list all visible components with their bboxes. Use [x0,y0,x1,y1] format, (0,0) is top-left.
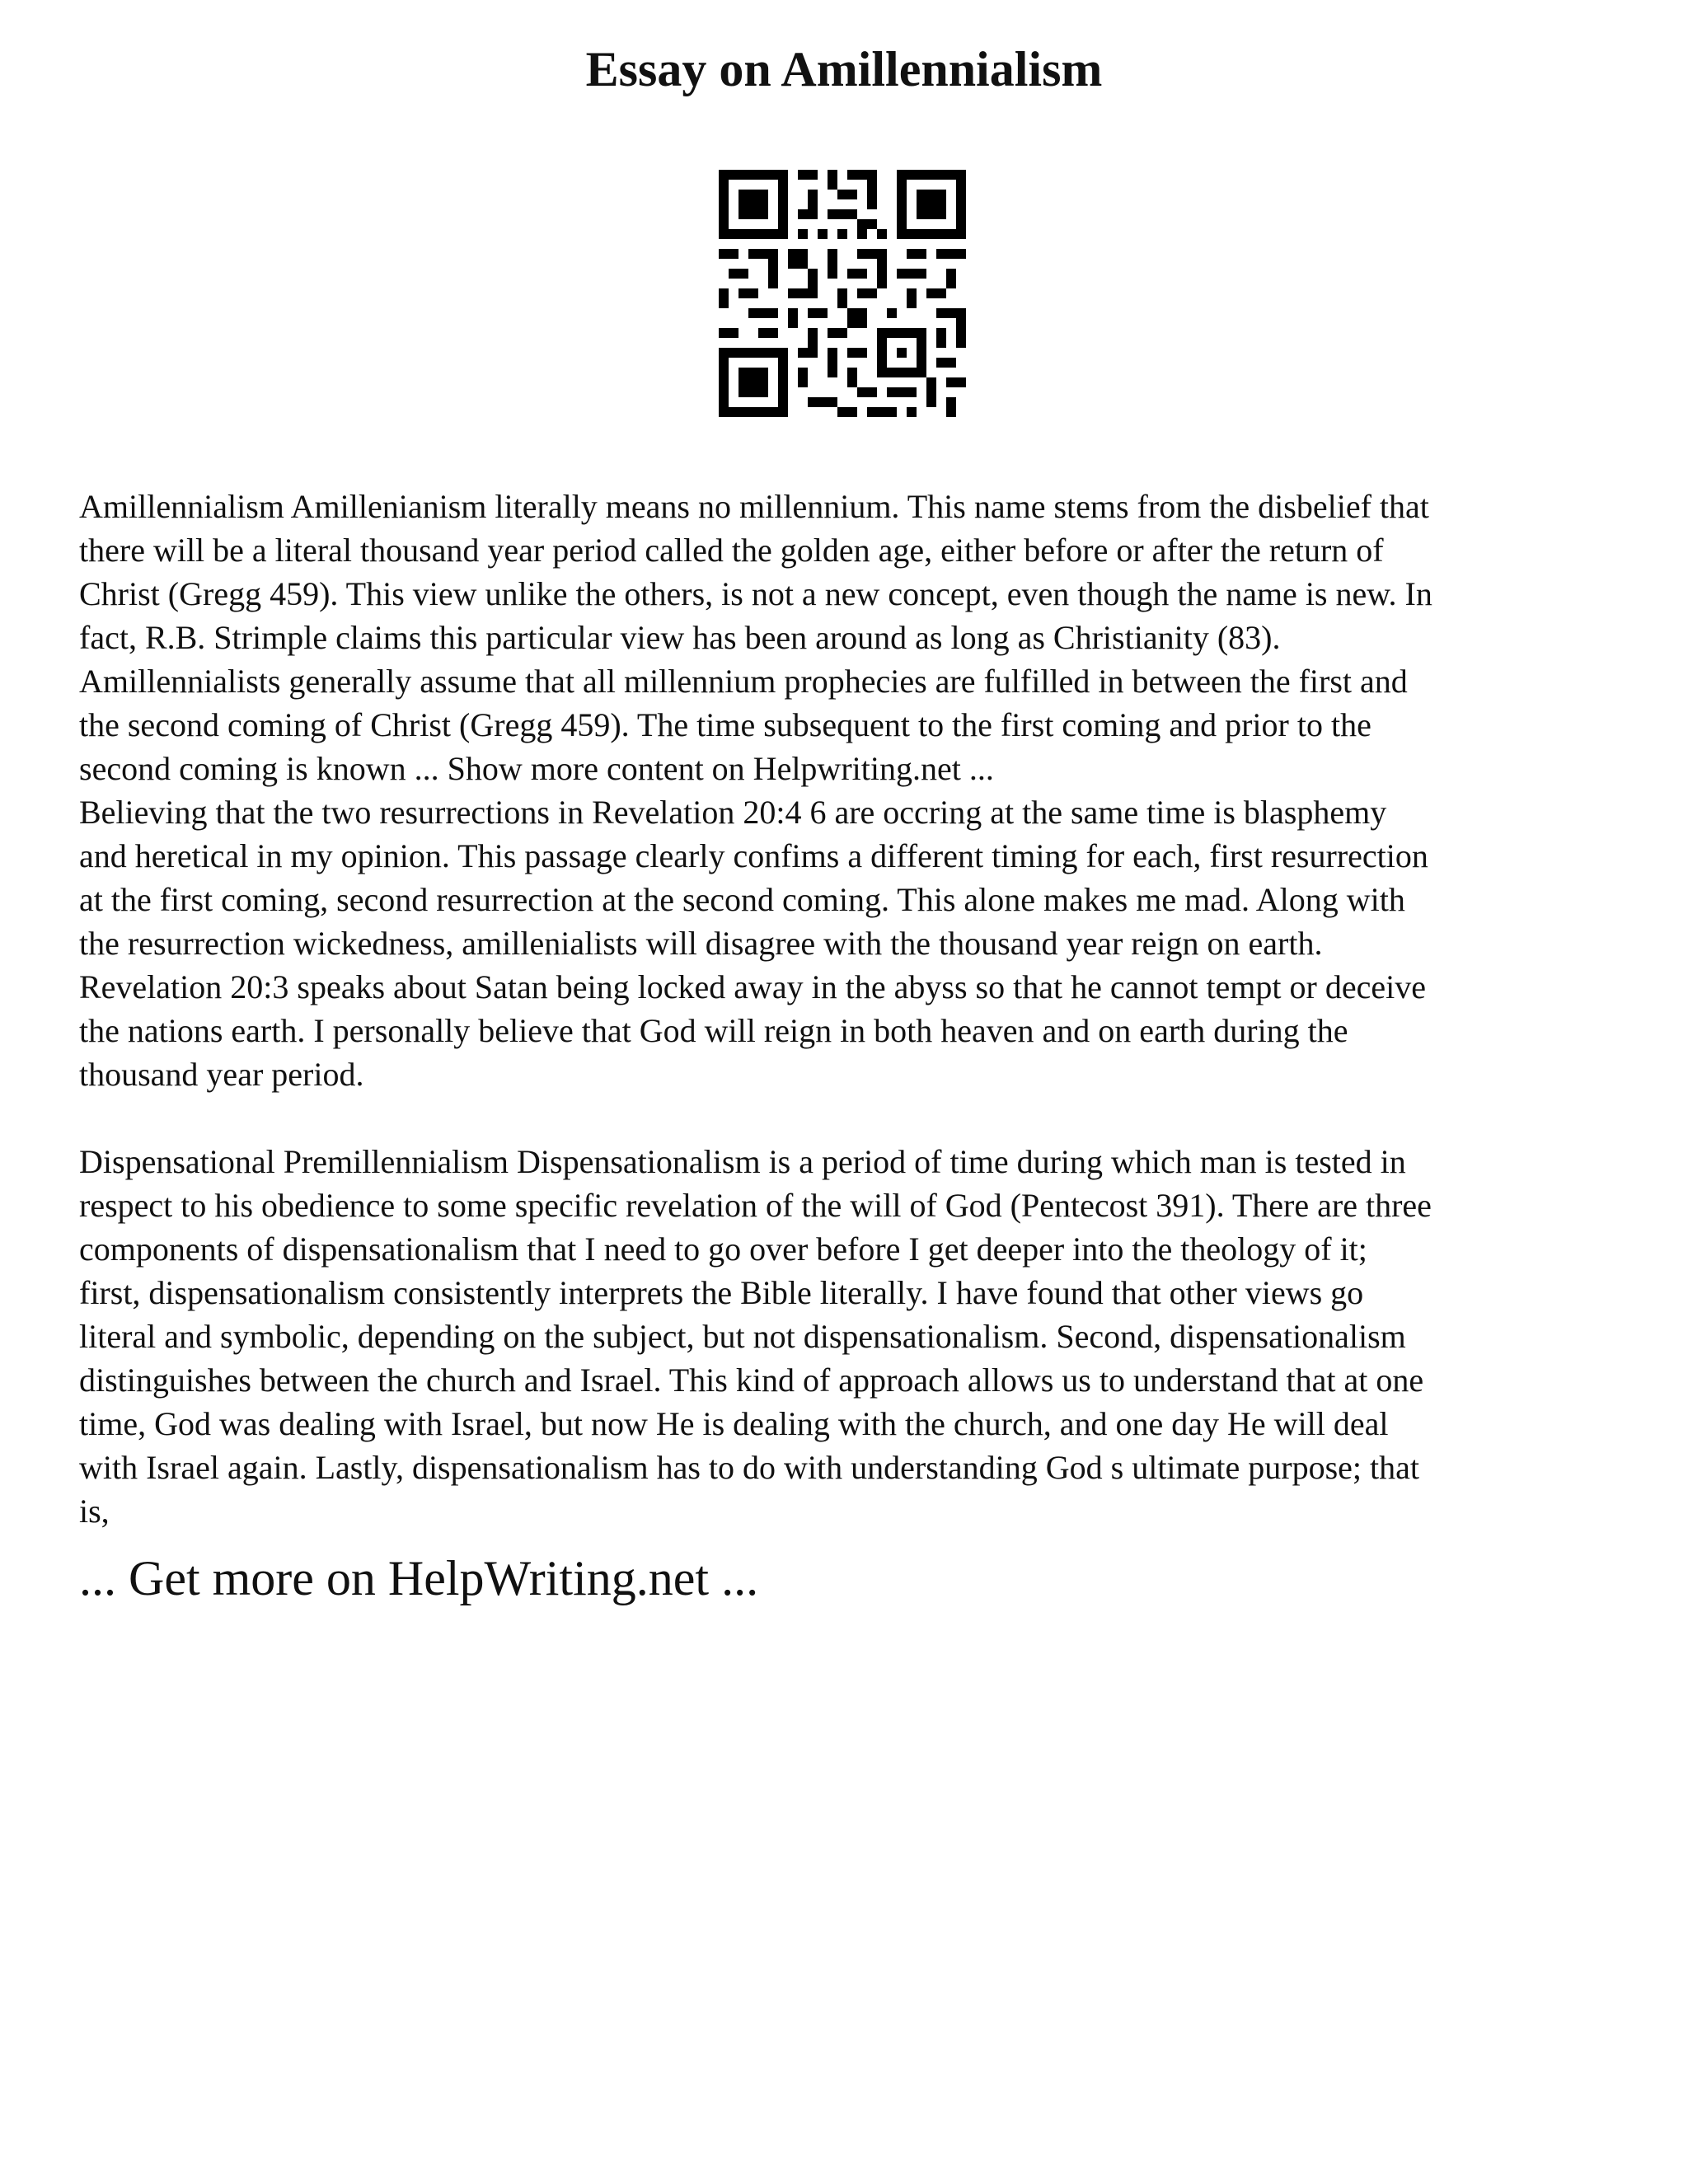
page-title: Essay on Amillennialism [585,42,1103,96]
get-more-link[interactable]: ... Get more on HelpWriting.net ... [79,1551,759,1605]
body-paragraph: Amillennialism Amillenianism literally means no millennium. This name stems from the disbelief that there will be a literal thousand year period called the golden age, either before or after the return of Christ (Gregg 459). This view unlike the others, is not a new concept, even though the name is new. In fact, R.B. Strimple claims this particular view has been around as long as Christianity (83). Amillennialists generally assume that all millennium prophecies are fulfilled in between the first and the second coming of Christ (Gregg 459). The time subsequent to the first coming and prior to the second coming is known ... Show more content on Helpwriting.net ... Believing that the two resurrections in Revelation 20:4 6 are occring at the same time is blasphemy and heretical in my opinion. This passage clearly confims a different timing for each, first resurrection at the first coming, second resurrection at the second coming. This alone makes me mad. Along with the resurrection wickedness, amillenialists will disagree with the thousand year reign on earth. Revelation 20:3 speaks about Satan being locked away in the abyss so that he cannot tempt or deceive the nations earth. I personally believe that God will reign in both heaven and on earth during the thousand year period. [79,488,1432,1093]
qr-code-icon [719,170,966,417]
body-paragraph: Dispensational Premillennialism Dispensationalism is a period of time during which man is tested in respect to his obedience to some specific revelation of the will of God (Pentecost 391). There are three components of dispensationalism that I need to go over before I get deeper into the theology of it; first, dispensationalism consistently interprets the Bible literally. I have found that other views go literal and symbolic, depending on the subject, but not dispensationalism. Second, dispensationalism distinguishes between the church and Israel. This kind of approach allows us to understand that at one time, God was dealing with Israel, but now He is dealing with the church, and one day He will deal with Israel again. Lastly, dispensationalism has to do with understanding God s ultimate purpose; that is, [79,1143,1432,1530]
